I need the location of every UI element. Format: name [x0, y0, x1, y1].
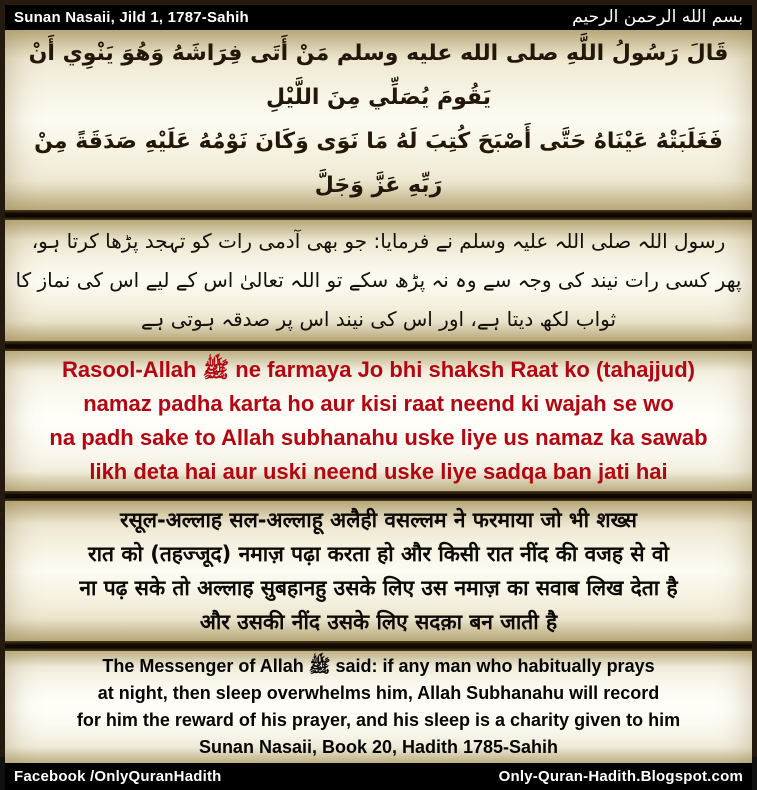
- hindi-translation-section: [5, 501, 752, 641]
- footer-website-text: Only-Quran-Hadith.Blogspot.com: [498, 768, 743, 786]
- urdu-translation-line: رسول اللہ صلی اللہ علیہ وسلم نے فرمایا: جو بھی آدمی رات کو تہجد پڑھا کرتا ہو،: [31, 229, 726, 253]
- english-translation-line: The Messenger of Allah ﷺ said: if any man who habitually prays: [102, 656, 655, 677]
- urdu-translation-section: [5, 220, 752, 341]
- bismillah-calligraphy: بسم الله الرحمن الرحيم: [572, 7, 743, 27]
- arabic-hadith-line: فَغَلَبَتْهُ عَيْنَاهُ حَتَّى أَصْبَحَ كُتِبَ لَهُ مَا نَوَى وَكَانَ نَوْمُهُ عَلَيْهِ صَدَقَةً مِنْ رَبِّهِ عَزَّ وَجَلَّ: [34, 129, 723, 198]
- hadith-reference-line: Sunan Nasaii, Book 20, Hadith 1785-Sahih: [198, 737, 559, 758]
- english-translation-section: [5, 651, 752, 763]
- roman-urdu-line: namaz padha karta ho aur kisi raat neend ki wajah se wo: [83, 391, 674, 417]
- roman-urdu-translation-section: [5, 351, 752, 491]
- header-title: Sunan Nasaii, Jild 1, 1787-Sahih: [14, 9, 249, 26]
- footer-bar: [5, 763, 752, 790]
- roman-urdu-line: na padh sake to Allah subhanahu uske liye us namaz ka sawab: [49, 425, 708, 451]
- hindi-translation-line: और उसकी नींद उसके लिए सदक़ा बन जाती है: [199, 610, 558, 635]
- hindi-translation-line: रसूल-अल्लाह सल-अल्लाहू अलैही वसल्लम ने फरमाया जो भी शख्स: [119, 508, 637, 533]
- english-translation-line: at night, then sleep overwhelms him, Allah Subhanahu will record: [97, 683, 660, 704]
- roman-urdu-line: Rasool-Allah ﷺ ne farmaya Jo bhi shaksh Raat ko (tahajjud): [62, 357, 695, 382]
- section-divider: [5, 210, 752, 220]
- urdu-translation-line: ثواب لکھ دیتا ہے، اور اس کی نیند اس پر صدقہ ہوتی ہے: [140, 307, 617, 331]
- footer-facebook-text: Facebook /OnlyQuranHadith: [14, 768, 222, 786]
- arabic-hadith-line: قَالَ رَسُولُ اللَّهِ صلى الله عليه وسلم مَنْ أَتَى فِرَاشَهُ وَهُوَ يَنْوِي أَنْ يَقُومَ يُصَلِّي مِنَ اللَّيْلِ: [28, 41, 729, 110]
- urdu-translation-line: پھر کسی رات نیند کی وجہ سے وہ نہ پڑھ سکے تو اللہ تعالیٰ اس کے لیے اس کی نماز کا: [15, 268, 742, 292]
- header-bar: [5, 5, 752, 30]
- hindi-translation-line: रात को (तहज्जूद) नमाज़ पढ़ा करता हो और किसी रात नींद की वजह से वो: [88, 542, 669, 567]
- section-divider: [5, 341, 752, 351]
- section-divider: [5, 641, 752, 651]
- section-divider: [5, 491, 752, 501]
- arabic-hadith-section: [5, 30, 752, 210]
- roman-urdu-line: likh deta hai aur uski neend uske liye sadqa ban jati hai: [89, 459, 668, 485]
- hindi-translation-line: ना पढ़ सके तो अल्लाह सुबहानहु उसके लिए उस नमाज़ का सवाब लिख देता है: [79, 576, 678, 601]
- english-translation-line: for him the reward of his prayer, and his sleep is a charity given to him: [76, 710, 681, 731]
